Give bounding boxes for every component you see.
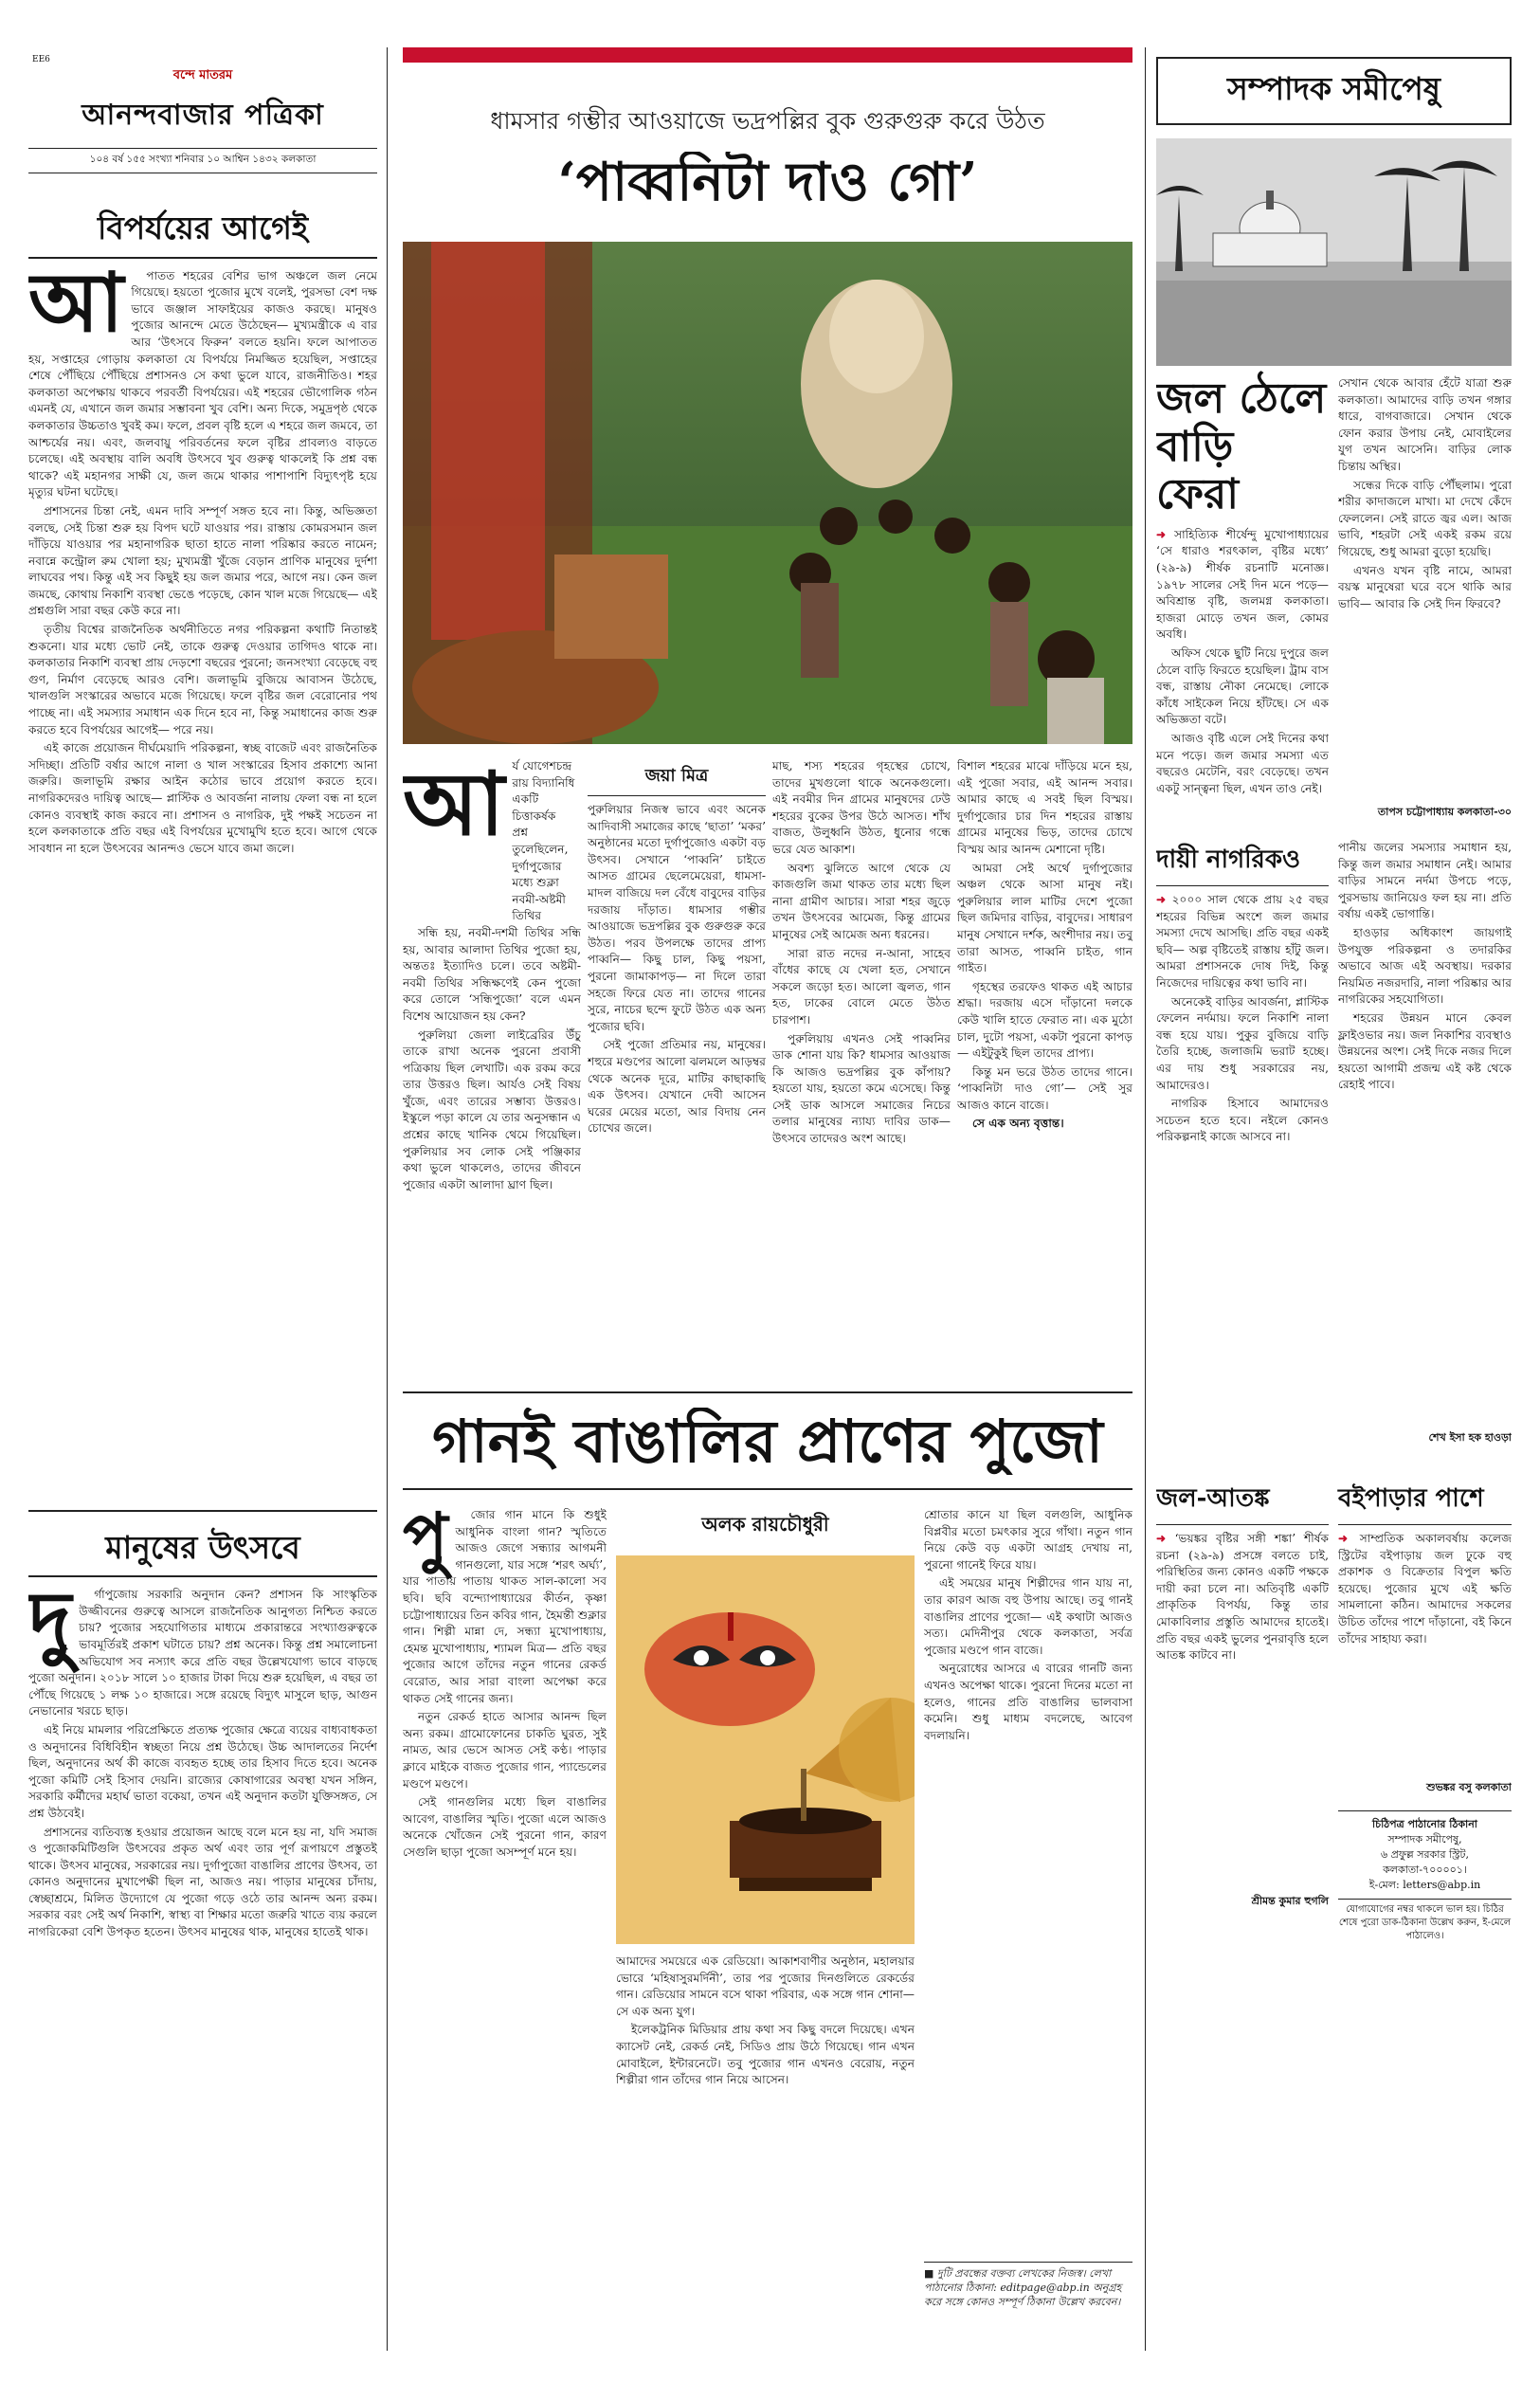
divider	[28, 1575, 377, 1577]
article-1-paragraph: গৃহস্থের তরফেও থাকত এই আচার শ্রদ্ধা। দরজায় এসে দাঁড়ানো দলকে কেউ খালি হাতে ফেরাত না। এক মুঠো চাল, দুটো পয়সা, একটা পুরনো কাপড়— এইটুকুই ছিল তাদের প্রাপ্য।	[957, 979, 1132, 1061]
editorial-1-paragraph: এই কাজে প্রয়োজন দীর্ঘমেয়াদি পরিকল্পনা, স্বচ্ছ বাজেট এবং রাজনৈতিক সদিচ্ছা। প্রতিটি বর্ষার আগে নালা ও খাল সংস্কারের হিসাব প্রকাশ্যে আনা জরুরি। জলাভূমি রক্ষার আইন কঠোর ভাবে প্রয়োগ করতে হবে। নাগরিকদেরও দায়িত্ব আছে— প্লাস্টিক ও আবর্জনা নালায় ফেলা বন্ধ না হলে কোনও ব্যবস্থাই কাজ করবে না। প্রশাসন ও নাগরিক, দুই পক্ষই সচেতন না হলে কলকাতাকে প্রতি বছর এই বিপর্যয়ের মুখোমুখি হতে হবে। আগে থেকে সাবধান না হলে উৎসবের আনন্দও ভেসে যাবে জমা জলে।	[28, 741, 377, 855]
editorial-1-paragraph: তৃতীয় বিশ্বের রাজনৈতিক অর্থনীতিতে নগর পরিকল্পনা কথাটি নিতান্তই শুকনো। যার মধ্যে ভোট নেই, তাকে গুরুত্ব দেওয়ার তাগিদও থাকে না। কলকাতার নিকাশি ব্যবস্থা প্রায় দেড়শো বছরের পুরনো; জনসংখ্যা বেড়েছে বহু গুণ, নির্মাণ বেড়েছে আরও বেশি। জলাভূমি বুজিয়ে আবাসন উঠেছে, খালগুলি সংস্কারের অভাবে মজে গিয়েছে। ফলে বৃষ্টির জল বেরোনোর পথ পাচ্ছে না। এই সমস্যার সমাধান এক দিনে হবে না, কিন্তু সমাধানের কাজ শুরু করতে হবে বিপর্যয়ের আগেই— পরে নয়।	[28, 623, 377, 736]
letter-2-paragraph: হাওড়ার অধিকাংশ জায়গাই উপযুক্ত পরিকল্পনা ও তদারকির অভাবে আজ এই অবস্থায়। দরকার নিয়মিত নজরদারি, নালা পরিষ্কার আর নাগরিকের সহযোগিতা।	[1338, 925, 1512, 1007]
article-2-paragraph: ইলেকট্রনিক মিডিয়ার প্রায় কথা সব কিছু বদলে দিয়েছে। এখন ক্যাসেট নেই, রেকর্ড নেই, সিডিও প্রায় উঠে গিয়েছে। গান এখন মোবাইলে, ইন্টারনেটে। তবু পুজোর গান এখনও বেরোয়, নতুন শিল্পীরা গান তাঁদের গান নিয়ে আসেন।	[616, 2023, 915, 2087]
divider	[28, 257, 377, 259]
article-1-headline: ‘পাব্বনিটা দাও গো’	[557, 152, 978, 213]
lead-letter-col-2	[1338, 375, 1512, 830]
editorial-1-dropcap: আ	[28, 267, 124, 351]
article-2-paragraph: আমাদের সময়েরে এক রেডিয়ো। আকাশবাণীর অনুষ্ঠান, মহালয়ার ভোরে ‘মহিষাসুরমর্দিনী’, তার পর পুজোর দিনগুলিতে রেকর্ডের গান। রেডিয়োর সামনে বসে থাকা পরিবার, এক সঙ্গে গান শোনা— সে এক অন্য যুগ।	[616, 1955, 915, 2018]
lead-letter-paragraph: সাহিত্যিক শীর্ষেন্দু মুখোপাধ্যায়ের ‘সে ধারাও শরৎকাল, বৃষ্টির মধ্যে’ (২৯-৯) শীর্ষক রচনাটি মনোজ্ঞ। ১৯৭৮ সালের সেই দিন মনে পড়ে— অবিশ্রান্ত বৃষ্টি, জলমগ্ন কলকাতা। হাজরা মোড়ে তখন জল, কোমর অবধি।	[1156, 527, 1329, 642]
section-divider	[403, 1391, 1132, 1393]
editorial-2-dropcap: দু	[28, 1587, 72, 1670]
column-rule	[387, 47, 388, 2351]
editorial-1-paragraph: প্রশাসনের চিন্তা নেই, এমন দাবি সম্পূর্ণ সঙ্গত হবে না। কিন্তু, অভিজ্ঞতা বলছে, সেই চিন্তা শুরু হয় বিপদ ঘটে যাওয়ার পর। রাস্তায় কোমরসমান জল দাঁড়িয়ে যাওয়ার পর মহানাগরিক ছাতা হাতে নালা পরিষ্কার করতে নামেন; নবান্নে কন্ট্রোল রুম খোলা হয়; মুখ্যমন্ত্রী খুঁজে বেড়ান প্রাণিক মানুষের দুর্দশা লাঘবের পথ। কিন্তু এই সব কিছুই হয় জল জমার পরে, আগে নয়। কেন জল জমছে, কোথায় নিকাশি ব্যবস্থা ভেঙে পড়েছে, কোন খাল মজে গিয়েছে— এই প্রশ্নগুলি সারা বছর কেউ করে না।	[28, 503, 377, 618]
letters-contact-box	[1338, 1810, 1512, 1893]
top-red-bar	[403, 47, 1132, 63]
article-2-headline: গানই বাঙালির প্রাণের পুজো	[432, 1408, 1103, 1476]
article-2-paragraph: নতুন রেকর্ড হাতে আসার আনন্দ ছিল অন্য রকম। গ্রামোফোনের চাকতি ঘুরত, সুই নামত, আর ভেসে আসত সেই কণ্ঠ। পাড়ার ক্লাবে মাইকে বাজত পুজোর গান, প্যান্ডেলের মণ্ডপে মণ্ডপে।	[403, 1710, 607, 1791]
contact-line: কলকাতা-৭০০০০১।	[1383, 1864, 1467, 1876]
contact-line: ৬ প্রফুল্ল সরকার স্ট্রিট,	[1381, 1848, 1469, 1861]
lead-letter-paragraph: অফিস থেকে ছুটি নিয়ে দুপুরে জল ঠেলে বাড়ি ফিরতে হয়েছিল। ট্রাম বাস বন্ধ, রাস্তায় নৌকা নেমেছে। লোকে কাঁধে সাইকেল নিয়ে হাঁটছে। সে এক অভিজ্ঞতা বটে।	[1156, 646, 1329, 727]
editorial-2-paragraph: প্রশাসনের ব্যতিব্যস্ত হওয়ার প্রয়োজন আছে বলে মনে হয় না, যদি সমাজ ও পুজোকমিটিগুলি উৎসবের প্রকৃত অর্থ এবং তার পূর্ণ রূপায়ণে প্রস্তুতই থাকে। উৎসব মানুষের, সরকারের নয়। দুর্গাপুজো বাঙালির প্রাণের উৎসব, তা কোনও অনুদানের মুখাপেক্ষী ছিল না, আজও নয়। পাড়ার মানুষের চাঁদায়, স্বেচ্ছাশ্রমে, মিলিত উদ্যোগে যে পুজো গড়ে ওঠে তার আনন্দ অন্য রকম। সরকার বরং সেই অর্থ নিকাশি, স্বাস্থ্য বা শিক্ষার মতো জরুরি খাতে ব্যয় করলে নাগরিকেরা বেশি উপকৃত হতেন। উৎসব মানুষের থাক, মানুষের হাতেই থাক।	[28, 1825, 377, 1939]
editorial-2-paragraph: র্গাপুজোয় সরকারি অনুদান কেন? প্রশাসন কি সাংস্কৃতিক উজ্জীবনের গুরুত্বে আসলে রাজনৈতিক আনুগত্য নিশ্চিত করতে চায়? পুজোর সহযোগিতার মাধ্যমে প্রকারান্তরে সংখ্যাগুরুত্বকে ভাবমূর্তিরই প্রকাশ ঘটাতে চায়? প্রশ্ন অনেক। কিন্তু প্রশ্ন সমালোচনা অভিযোগ সব নস্যাৎ করে প্রতি বছর উল্লেখযোগ্য ভাবে বাড়ছে পুজো অনুদান। ২০১৮ সালে ১০ হাজার টাকা দিয়ে শুরু হয়েছিল, এ বছর তা পৌঁছে গিয়েছে ১ লক্ষ ১০ হাজারে। সঙ্গে রয়েছে বিদ্যুৎ মাসুলে ছাড়, আগুন নেভানোর খরচে ছাড়।	[28, 1588, 377, 1718]
letter-2-paragraph: ২০০০ সাল থেকে প্রায় ২৫ বছর শহরের বিভিন্ন অংশে জল জমার সমস্যা দেখে আসছি। প্রতি বছর একই ছবি— অল্প বৃষ্টিতেই রাস্তায় হাঁটু জল। আমরা প্রশাসনকে দোষ দিই, কিন্তু নিজেদের দায়িত্বের কথা ভাবি না।	[1156, 893, 1329, 990]
editorial-1-title: বিপর্যয়ের আগেই	[97, 209, 309, 246]
intro-line: নবমী-অষ্টমী তিথির	[512, 892, 566, 923]
intro-line: রায় বিদ্যানিধি	[512, 775, 575, 790]
lead-letter-paragraph: আজও বৃষ্টি এলে সেই দিনের কথা মনে পড়ে। জল জমার সমস্যা এত বছরেও মেটেনি, বরং বেড়েছে। তখন একটু সান্ত্বনা ছিল, এখন তাও নেই।	[1156, 731, 1329, 795]
letter-4-signature: শুভঙ্কর বসু কলকাতা	[1426, 1781, 1512, 1793]
letter-3-paragraph: ‘ভয়ঙ্কর বৃষ্টির সঙ্গী শঙ্কা’ শীর্ষক রচনা (২৯-৯) প্রসঙ্গে বলতে চাই, পরিস্থিতির জন্য কোনও একটি পক্ষকে দায়ী করা চলে না। অতিবৃষ্টি একটি প্রাকৃতিক বিপর্যয়, কিন্তু তার মোকাবিলার প্রস্তুতি আমাদের হাতেই। প্রতি বছর একই ভুলের পুনরাবৃত্তি হলে আতঙ্ক কাটবে না।	[1156, 1532, 1329, 1663]
arrow-bullet-icon: ➜	[1338, 1532, 1360, 1545]
editorial-2-body	[28, 1587, 377, 2307]
left-column	[28, 66, 377, 2351]
arrow-bullet-icon: ➜	[1156, 1532, 1175, 1545]
letter-4-paragraph: সাম্প্রতিক অকালবর্ষায় কলেজ স্ট্রিটের বইপাড়ায় জল ঢুকে বহু প্রকাশক ও বিক্রেতার বিপুল ক্ষতি হয়েছে। পুজোর মুখে এই ক্ষতি সামলানো কঠিন। আমাদের সকলের উচিত তাঁদের পাশে দাঁড়ানো, বই কিনে তাঁদের সাহায্য করা।	[1338, 1532, 1512, 1646]
article-1-dropcap: আ	[403, 758, 505, 855]
letter-3-title: জল-আতঙ্ক	[1156, 1479, 1329, 1525]
article-1-col-3	[772, 758, 951, 1384]
article-1-paragraph: সারা রাত নদের ন-আনা, সাহেব বাঁধের কাছে যে খেলা হত, সেখানে সকলে জড়ো হত। আলো জ্বলত, গান হত, ঢাকের বোলে মেতে উঠত চারপাশ।	[772, 946, 951, 1027]
article-1-paragraph: অবশ্য ঝুলিতে আগে থেকে যে কাজগুলি জমা থাকত তার মধ্যে ছিল নানা গ্রামীণ আচার। সারা শহর জুড়ে তখন উৎসবের আমেজ, কিন্তু গ্রামের মানুষের সেই আমেজ অন্য ধরনের।	[772, 861, 951, 941]
article-1-paragraph: বিশাল শহরের মাঝে দাঁড়িয়ে মনে হয়, এই পুজো সবার, এই আনন্দ সবার। আমার কাছে এ সবই ছিল বিস্ময়। দুর্গাপুজোর চার দিন শহরের রাস্তায় গ্রামের মানুষের ভিড়, তাদের চোখে বিস্ময় আর আনন্দ মেশানো দৃষ্টি।	[957, 759, 1132, 856]
article-1-byline: জয়া মিত্র	[588, 758, 766, 796]
article-2-paragraph: অনুরোধের আসরে এ বারের গানটি জন্য এখনও অপেক্ষা থাকে। পুরনো দিনের মতো না হলেও, গানের প্রতি বাঙালির ভালবাসা কমেনি। শুধু মাধ্যম বদলেছে, আবেগ বদলায়নি।	[924, 1662, 1132, 1742]
intro-line: র্য যোগেশচন্দ্র	[512, 759, 572, 773]
letter-2-paragraph: শহরের উন্নয়ন মানে কেবল ফ্লাইওভার নয়। জল নিকাশির ব্যবস্থাও উন্নয়নের অংশ। সেই দিকে নজর দিলে হয়তো আগামী প্রজন্ম এই কষ্ট থেকে রেহাই পাবে।	[1338, 1010, 1512, 1092]
article-2-col-2	[616, 1507, 915, 2341]
procession-photo	[403, 242, 1132, 744]
editorial-1-body	[28, 268, 377, 1482]
letter-2-paragraph: নাগরিক হিসাবে আমাদেরও সচেতন হতে হবে। নইলে কোনও পরিকল্পনাই কাজে আসবে না।	[1156, 1097, 1329, 1144]
masthead-title: আনন্দবাজার পত্রিকা	[82, 99, 324, 132]
article-2-paragraph: এই সময়ের মানুষ শিল্পীদের গান যায় না, তার কারণ আজ বহু উপায় আছে। তবু গানই বাঙালির প্রাণের পুজো— এই কথাটা আজও সত্য। মেদিনীপুর থেকে কলকাতা, সর্বত্র পুজোর মণ্ডপে গান বাজে।	[924, 1576, 1132, 1657]
letter-2	[1156, 840, 1512, 1465]
article-1-closing: সে এক অন্য বৃত্তান্ত।	[972, 1117, 1064, 1131]
letter-2-paragraph: অনেকেই বাড়ির আবর্জনা, প্লাস্টিক ফেলেন নর্দমায়। ফলে নিকাশি নালা বন্ধ হয়ে যায়। পুকুর বুজিয়ে বাড়ি তৈরি হচ্ছে, জলাজমি ভরাট হচ্ছে। এর দায় শুধু সরকারের নয়, আমাদেরও।	[1156, 994, 1329, 1092]
arrow-bullet-icon: ➜	[1156, 893, 1172, 906]
article-1-paragraph: আমরা সেই অর্থে দুর্গাপুজোর অঞ্চল থেকে আসা মানুষ নই। পুরুলিয়ার লাল মাটির দেশে পুজো ছিল জমিদার বাড়ির, বাবুদের। সাধারণ মানুষ সেখানে দর্শক, অংশীদার নয়। তবু তারা আসত, পাব্বনি চাইত, গান গাইত।	[957, 861, 1132, 975]
article-2-col-3	[924, 1507, 1132, 2341]
lead-letter-title: জল ঠেলে বাড়ি ফেরা	[1156, 374, 1327, 519]
intro-line: দুর্গাপুজোর মধ্যে শুক্লা	[512, 859, 562, 890]
article-1-paragraph: পুরুলিয়ার নিজস্ব ভাবে এবং অনেক আদিবাসী সমাজের কাছে ‘ছাতা’ ‘মকর’ অনুষ্ঠানের মতো দুর্গাপুজোও একটা বড় উৎসব। সেখানে ‘পাব্বনি’ চাইতে আসত গ্রামের ছেলেমেয়েরা, ধামসা-মাদল বাজিয়ে দল বেঁধে বাবুদের বাড়ির দরজায় দাঁড়াত। ধামসার গম্ভীর আওয়াজে ভদ্রপল্লির বুক গুরুগুরু করে উঠত। পরব উপলক্ষে তাদের প্রাপ্য পাব্বনি— কিছু চাল, কিছু পয়সা, পুরনো জামাকাপড়— না দিলে তারা সহজে ফিরে যেত না। তাদের গানের সুরে, নাচের ছন্দে ফুটে উঠত এক অন্য পুজোর ছবি।	[588, 803, 766, 1033]
article-1-paragraph: কিন্তু মন ভরে উঠত তাদের গানে। ‘পাব্বনিটা দাও গো’— সেই সুর আজও কানে বাজে।	[957, 1064, 1132, 1112]
letters-bottom	[1156, 1479, 1512, 2199]
intro-line: একটি চিত্তাকর্ষক	[512, 792, 556, 823]
article-1-col-1	[403, 758, 581, 1384]
lead-letter-paragraph: সেখান থেকে আবার হেঁটে যাত্রা শুরু কলকাতা। আমাদের বাড়ি তখন গঙ্গার ধারে, বাগবাজারে। সেখান থেকে ফোন করার উপায় নেই, মোবাইলের যুগ তখন আসেনি। বাড়ির লোক চিন্তায় অস্থির।	[1338, 376, 1512, 473]
lead-letter-paragraph: সন্ধের দিকে বাড়ি পৌঁছলাম। পুরো শরীর কাদাজলে মাখা। মা দেখে কেঁদে ফেললেন। সেই রাতে জ্বর এল। আজ ভাবি, শহরটা সেই একই রকম রয়ে গিয়েছে, শুধু আমরা বুড়ো হয়েছি।	[1338, 478, 1512, 558]
article-1-col-4	[957, 758, 1132, 1384]
article-1-paragraph: সন্ধি হয়, নবমী-দশমী তিথির সন্ধি হয়, আবার আলাদা তিথির পুজো হয়, অন্ততঃ ইত্যাদিও চলে। তবে অষ্টমী-নবমী তিথির সন্ধিক্ষণেই কেন পুজো করে তোলে ‘সন্ধিপুজো’ বলে এমন বিশেষ আয়োজন হয় কেন?	[403, 925, 581, 1023]
article-1-kicker: ধামসার গম্ভীর আওয়াজে ভদ্রপল্লির বুক গুরুগুরু করে উঠত	[490, 107, 1045, 135]
editorial-1-paragraph: পাতত শহরের বেশির ভাগ অঞ্চলে জল নেমে গিয়েছে। হয়তো পুজোর মুখে বলেই, পুরসভা বেশ দক্ষ ভাবে জঞ্জাল সাফাইয়ের কাজও করছে। মানুষও পুজোর আনন্দে মেতে উঠেছেন— মুখ্যমন্ত্রীকে এ বার আর ‘উৎসবে ফিরুন’ বলতে হয়নি। ফলে আপাতত হয়, সপ্তাহের গোড়ায় কলকাতা যে বিপর্যয়ে নিমজ্জিত হয়েছিল, সপ্তাহের শেষে পৌঁছিয়ে পৌঁছিয়ে প্রশাসনও সে কথা ভুলে যাবে, রাজনীতিও। শহর কলকাতা অপেক্ষায় থাকবে পরবর্তী বিপর্যয়ের। এই শহরের ভৌগোলিক গঠন এমনই যে, এখানে জল জমার সম্ভাবনা খুব বেশি। অন্য দিকে, সমুদ্রপৃষ্ঠ থেকে কলকাতার উচ্চতাও খুবই কম। ফলে, প্রবল বৃষ্টি হলে এ শহরে জল জমবে, তা আশ্চর্যের নয়। এবং, জলবায়ু পরিবর্তনের ফলে বৃষ্টির প্রাবল্যও বাড়তে চলেছে। এই অবস্থায় বালি অবধি উৎসবে খুব গুরুত্ব থাকলেই কি প্রশ্ন বন্ধ থাকে? এই মহানগর সাক্ষী যে, জল জমে থাকার পাশাপাশি বিদ্যুৎপৃষ্ট হয়ে মৃত্যুর ঘটনা ঘটেছে।	[28, 268, 377, 500]
article-2-note: ■ দুটি প্রবন্ধের বক্তব্য লেখকের নিজস্ব। লেখা পাঠানোর ঠিকানা: editpage@abp.in অনুগ্রহ করে সঙ্গে কোনও সম্পূর্ণ ঠিকানা উল্লেখ করবেন।	[924, 2262, 1132, 2309]
article-2-col-1	[403, 1507, 607, 2341]
lead-letter	[1156, 375, 1512, 830]
lead-letter-signature: তাপস চট্টোপাধ্যায় কলকাতা-৩০	[1377, 806, 1512, 818]
article-2-byline: অলক রায়চৌধুরী	[701, 1513, 829, 1536]
masthead-motto: বন্দে মাতরম	[172, 68, 233, 82]
lead-letter-col-1	[1156, 375, 1329, 830]
letter-2-paragraph: পানীয় জলের সমস্যার সমাধান হয়, কিন্তু জল জমার সমাধান নেই। আমার বাড়ির সামনে নর্দমা উপচে পড়ে, পুরসভায় জানিয়েও ফল হয় না। প্রতি বর্ষায় একই ভোগান্তি।	[1338, 841, 1512, 921]
divider	[28, 1510, 377, 1512]
contact-email[interactable]: ই-মেল: letters@abp.in	[1368, 1879, 1481, 1891]
letter-4-title: বইপাড়ার পাশে	[1338, 1479, 1512, 1525]
editorial-2-paragraph: এই নিয়ে মামলার পরিপ্রেক্ষিতে প্রত্যক্ষ পুজোর ক্ষেত্রে ব্যয়ের বাধ্যবাধকতা ও অনুদানের বিধিবিহীন স্বচ্ছতা নিয়ে প্রশ্ন উঠেছে। উচ্চ আদালতের নির্দেশ ছিল, অনুদানের অর্থ কী কাজে ব্যবহৃত হচ্ছে তার হিসাব দিতে হবে। অনেক পুজো কমিটি সেই হিসাব দেয়নি। রাজ্যের কোষাগারের অবস্থা যখন সঙ্গিন, সরকারি কর্মীদের মহার্ঘ ভাতা বকেয়া, তখন এই অনুদান কতটা যুক্তিসঙ্গত, সে প্রশ্ন উঠবেই।	[28, 1722, 377, 1820]
article-2-dropcap: পু	[403, 1507, 448, 1576]
letters-section-title: সম্পাদক সমীপেষু	[1156, 57, 1512, 125]
victoria-memorial-photo	[1156, 138, 1512, 366]
editorial-2-title: মানুষের উৎসবে	[105, 1528, 300, 1566]
gramophone-durga-illustration	[616, 1555, 915, 1944]
article-1-paragraph: পুরুলিয়ায় এখনও সেই পাব্বনির ডাক শোনা যায় কি? ধামসার আওয়াজ কি আজও ভদ্রপল্লির বুক কাঁপায়? হয়তো যায়, হয়তো কমে এসেছে। কিন্তু সেই ডাক আসলে সমাজের নিচের তলার মানুষের ন্যায্য দাবির ডাক— উৎসবে তাদেরও অংশ আছে।	[772, 1031, 951, 1146]
letter-3-signature: শ্রীমন্ত কুমার হুগলি	[1251, 1895, 1329, 1907]
article-2-paragraph: সেই গানগুলির মধ্যে ছিল বাঙালির আবেগ, বাঙালির স্মৃতি। পুজো এলে আজও অনেকে খোঁজেন সেই পুরনো গান, কারণ সেগুলি ছাড়া পুজো অসম্পূর্ণ মনে হয়।	[403, 1795, 607, 1859]
article-2-paragraph: শ্রোতার কানে যা ছিল বলগুলি, আধুনিক বিপ্লবীর মতো চমৎকার সুরে গাঁথা। নতুন গান নিয়ে কেউ বড় একটা আগ্রহ দেখায় না, পুরনো গানেই ফিরে যায়।	[924, 1508, 1132, 1572]
letters-column	[1156, 57, 1512, 2351]
letter-2-signature: শেখ ইসা হক হাওড়া	[1428, 1431, 1512, 1444]
lead-letter-paragraph: এখনও যখন বৃষ্টি নামে, আমরা বয়স্ক মানুষেরা ঘরে বসে থাকি আর ভাবি— আবার কি সেই দিন ফিরবে?	[1338, 563, 1512, 610]
article-1-col-2	[588, 758, 766, 1384]
letter-2-title: দায়ী নাগরিকও	[1156, 840, 1329, 886]
column-rule	[1145, 47, 1146, 2351]
article-1-paragraph: সেই পুজো প্রতিমার নয়, মানুষের। শহুরে মণ্ডপের আলো ঝলমলে আড়ম্বর থেকে অনেক দূরে, মাটির কাছাকাছি এক উৎসব। যেখানে দেবী আসেন ঘরের মেয়ের মতো, আর বিদায় নেন চোখের জলে।	[588, 1038, 766, 1136]
contact-heading: চিঠিপত্র পাঠানোর ঠিকানা	[1372, 1818, 1477, 1830]
masthead-issue-info: ১০৪ বর্ষ ১৫৫ সংখ্যা শনিবার ১০ আশ্বিন ১৪৩২ কলকাতা	[28, 148, 377, 173]
article-1-paragraph: পুরুলিয়া জেলা লাইব্রেরির উঁচু তাকে রাখা অনেক পুরনো প্রবাসী পত্রিকায় ছিল লেখাটি। এক রকম করে তার উত্তরও ছিল। আর্যও সেই বিষয় খুঁজে, এবং তারের সম্ভাব্য উত্তরও। ইস্কুলে পড়া কালে যে তার অনুসন্ধান এ প্রশ্নের কাছে খানিক থেমে গিয়েছিল। পুরুলিয়ার সব লোক সেই পঞ্জিকার কথা ভুলে থাকলেও, তাদের জীবনে পুজোর একটা আলাদা ঘ্রাণ ছিল।	[403, 1027, 581, 1191]
letters-footnote: যোগাযোগের নম্বর থাকলে ভাল হয়। চিঠির শেষে পুরো ডাক-ঠিকানা উল্লেখ করুন, ই-মেলে পাঠালেও।	[1338, 1899, 1512, 1943]
section-divider	[403, 1488, 1132, 1490]
intro-line: প্রশ্ন তুলেছিলেন,	[512, 826, 569, 856]
contact-line: সম্পাদক সমীপেষু,	[1387, 1833, 1462, 1846]
article-2-paragraph: জোর গান মানে কি শুধুই আধুনিক বাংলা গান? স্মৃতিতে আজও জেগে সন্ধ্যার আগমনী গানগুলো, যার সঙ্গে ‘শরৎ অর্ঘ্য’, যার পাতায় পাতায় থাকত সাল-কালো সব ছবি। ছবি বন্দ্যোপাধ্যায়ের কীর্তন, কৃষ্ণা চট্টোপাধ্যায়ের তিন কবির গান, হৈমন্তী শুক্লার গান। শিল্পী মান্না দে, সন্ধ্যা মুখোপাধ্যায়, হেমন্ত মুখোপাধ্যায়, শ্যামল মিত্র— প্রতি বছর পুজোর আগে তাঁদের নতুন গানের রেকর্ড বেরোত, আর সারা বাংলা অপেক্ষা করে থাকত সেই গানের জন্য।	[403, 1508, 607, 1705]
arrow-bullet-icon: ➜	[1156, 527, 1175, 541]
article-1-paragraph: মাছ, শস্য শহরের গৃহস্থের চোখে, তাদের মুখগুলো থাকে অনেকগুলো। এই নবমীর দিন গ্রামের মানুষদের ঢেউ শহরের বুকের উপর উঠে আসত। শাঁখ বাজত, উলুধ্বনি উঠত, ধুনোর গন্ধে ভরে যেত আকাশ।	[772, 759, 951, 856]
page-number: EE6	[32, 55, 50, 64]
